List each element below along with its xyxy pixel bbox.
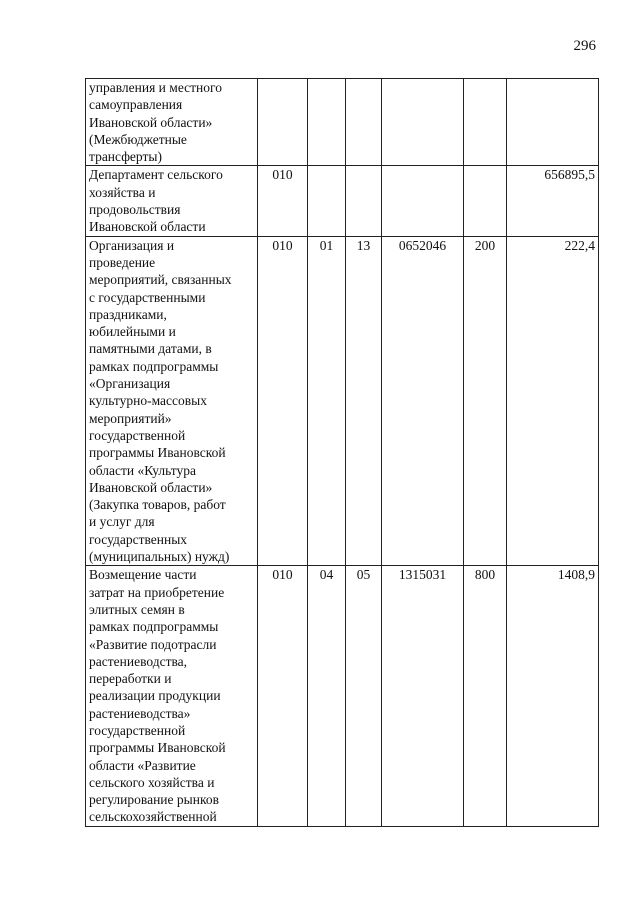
expense-name-line: Департамент сельского	[89, 167, 223, 183]
expense-type-cell: 200	[464, 236, 507, 566]
expense-name-line: проведение	[89, 254, 156, 270]
amount-cell: 656895,5	[507, 166, 599, 236]
table-row	[86, 166, 599, 236]
ministry-code-cell: 010	[258, 566, 308, 826]
subsection-code-cell	[346, 79, 382, 166]
expense-name-line: «Организация	[89, 376, 171, 392]
expense-name-line: сельскохозяйственной	[89, 809, 217, 825]
section-code-cell	[308, 166, 346, 236]
expense-name-line: с государственными	[89, 289, 206, 305]
expense-name-line: растениеводства,	[89, 653, 188, 669]
expense-name-line: рамках подпрограммы	[89, 358, 219, 374]
expense-name-line: сельского хозяйства и	[89, 774, 215, 790]
expense-name-line: мероприятий, связанных	[89, 272, 232, 288]
amount-cell	[507, 79, 599, 166]
expense-name-line: государственных	[89, 531, 188, 547]
expense-name-line: программы Ивановской	[89, 740, 226, 756]
section-code-cell: 04	[308, 566, 346, 826]
expense-name-line: (Межбюджетные	[89, 131, 187, 147]
expense-name-cell	[86, 236, 258, 566]
target-article-cell: 0652046	[382, 236, 464, 566]
expense-name-line: памятными датами, в	[89, 341, 212, 357]
expense-name-line: управления и местного	[89, 80, 222, 95]
target-article-cell	[382, 166, 464, 236]
expense-name-line: элитных семян в	[89, 601, 185, 617]
section-code-cell	[308, 79, 346, 166]
expense-name-line: реализации продукции	[89, 688, 221, 704]
target-article-cell: 1315031	[382, 566, 464, 826]
expense-name-line: самоуправления	[89, 97, 183, 113]
subsection-code-cell	[346, 166, 382, 236]
amount-cell: 222,4	[507, 236, 599, 566]
budget-table	[85, 78, 599, 827]
page-number: 296	[573, 38, 596, 54]
section-code-cell: 01	[308, 236, 346, 566]
amount-cell: 1408,9	[507, 566, 599, 826]
expense-type-cell	[464, 166, 507, 236]
expense-name-line: Возмещение части	[89, 567, 197, 583]
expense-name-line: Ивановской области»	[89, 479, 213, 495]
expense-name-line: и услуг для	[89, 514, 155, 530]
table-row	[86, 566, 599, 826]
expense-name-line: переработки и	[89, 671, 172, 687]
expense-name-line: продовольствия	[89, 202, 181, 218]
expense-name-line: программы Ивановской	[89, 445, 226, 461]
expense-name-line: затрат на приобретение	[89, 584, 225, 600]
expense-name-line: Ивановской области	[89, 219, 206, 235]
expense-name-line: мероприятий»	[89, 410, 172, 426]
expense-name-line: (Закупка товаров, работ	[89, 497, 226, 513]
expense-name-line: культурно-массовых	[89, 393, 207, 409]
ministry-code-cell: 010	[258, 166, 308, 236]
expense-type-cell: 800	[464, 566, 507, 826]
expense-name-line: области «Культура	[89, 462, 196, 478]
expense-type-cell	[464, 79, 507, 166]
expense-name-cell	[86, 79, 258, 166]
expense-name-line: регулирование рынков	[89, 792, 219, 808]
table-row	[86, 236, 599, 566]
expense-name-line: растениеводства»	[89, 705, 191, 721]
expense-name-line: «Развитие подотрасли	[89, 636, 217, 652]
ministry-code-cell: 010	[258, 236, 308, 566]
expense-name-line: государственной	[89, 427, 186, 443]
expense-name-cell	[86, 566, 258, 826]
expense-name-line: государственной	[89, 722, 186, 738]
target-article-cell	[382, 79, 464, 166]
expense-name-line: трансферты)	[89, 149, 162, 165]
expense-name-line: Организация и	[89, 237, 175, 253]
expense-name-cell	[86, 166, 258, 236]
expense-name-line: хозяйства и	[89, 184, 156, 200]
expense-name-line: Ивановской области»	[89, 114, 213, 130]
expense-name-line: рамках подпрограммы	[89, 619, 219, 635]
expense-name-line: праздниками,	[89, 306, 167, 322]
subsection-code-cell: 13	[346, 236, 382, 566]
subsection-code-cell: 05	[346, 566, 382, 826]
expense-name-line: области «Развитие	[89, 757, 196, 773]
expense-name-line: (муниципальных) нужд)	[89, 549, 230, 565]
expense-name-line: юбилейными и	[89, 324, 176, 340]
table-row	[86, 79, 599, 166]
ministry-code-cell	[258, 79, 308, 166]
